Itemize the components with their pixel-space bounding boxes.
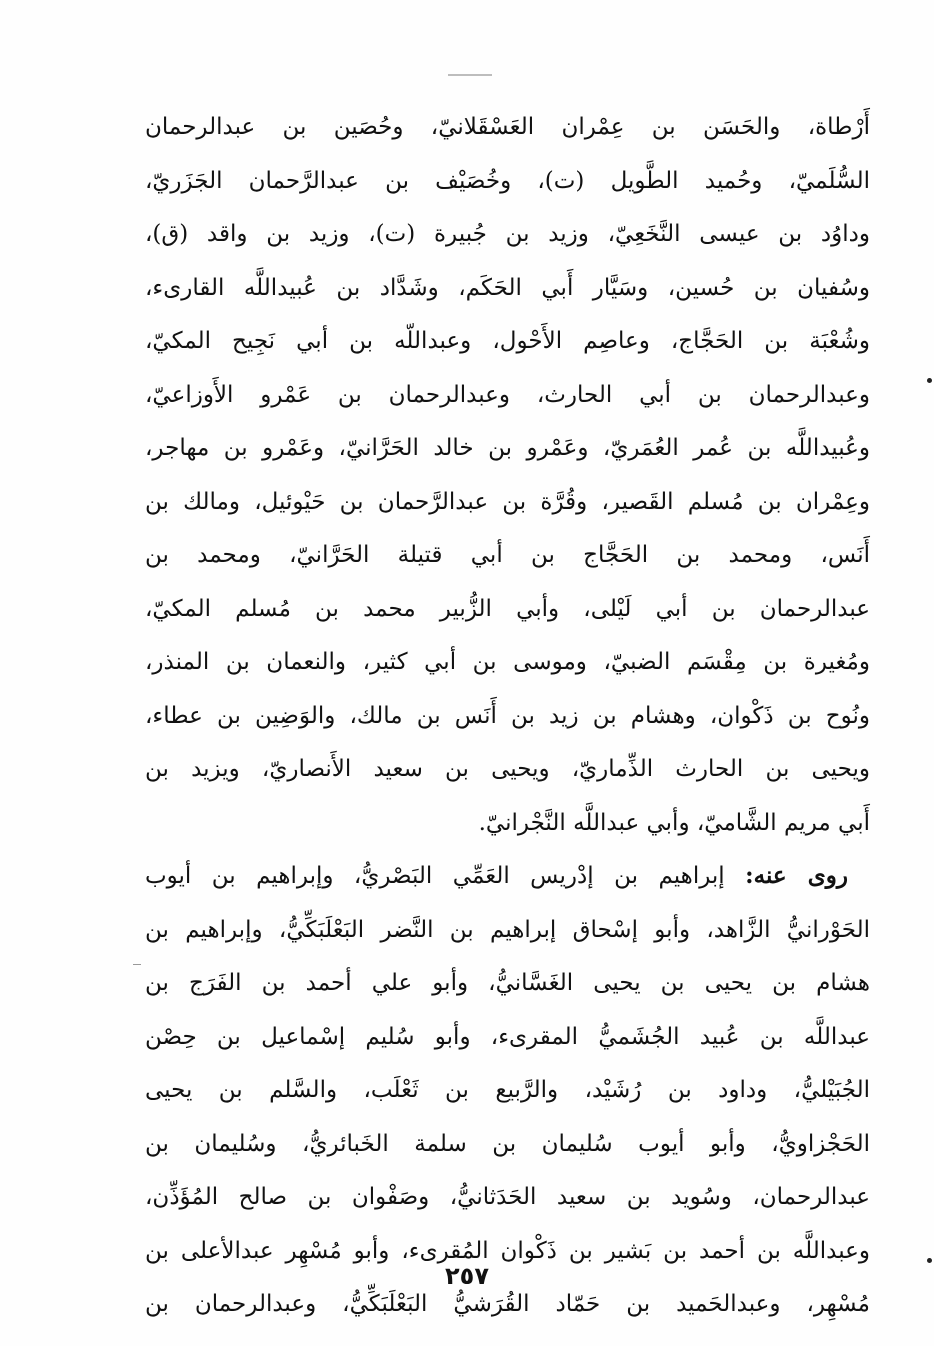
text-line bbox=[145, 861, 870, 915]
text-line: ونُوح بن ذَكْوان، وهشام بن زيد بن أَنَس بن مالك، والوَضِين بن عطاء، bbox=[145, 702, 870, 729]
text-line: عبدالرحمان بن أبي لَيْلى، وأبي الزُّبير محمد بن مُسلم المكيّ، bbox=[145, 595, 870, 622]
text-line: وعُبيداللَّه بن عُمر العُمَريّ، وعَمْرو بن خالد الحَرَّانيّ، وعَمْرو بن مهاجر، bbox=[145, 435, 870, 461]
page-number: ٢٥٧ bbox=[445, 1262, 489, 1290]
text-line: مُسْهِر، وعبدالحَميد بن حَمّاد القُرَشيُّ البَعْلَبَكِّيُّ، وعبدالرحمان بن bbox=[145, 1291, 870, 1317]
margin-mark bbox=[927, 378, 932, 383]
header-rule bbox=[448, 74, 492, 76]
text-line: أَرْطاة، والحَسَن بن عِمْران العَسْقَلانيّ، وحُصَين بن عبدالرحمان bbox=[145, 114, 870, 140]
text-line: وداوُد بن عيسى النَّخَعِيّ، وزيد بن جُبيرة (ت)، وزيد بن واقد (ق)، bbox=[145, 221, 870, 247]
text-span: إبراهيم بن إدْريس العَمِّي البَصْريُّ، وإبراهيم بن أيوب bbox=[145, 863, 725, 889]
section-label: روى عنه: bbox=[745, 862, 848, 889]
text-line: السُّلَميّ، وحُميد الطَّويل (ت)، وخُصَيْف بن عبدالرَّحمان الجَزَريّ، bbox=[145, 167, 870, 194]
text-line: الجُبَيْليُّ، وداود بن رُشَيْد، والرَّبيع بن ثَعْلَب، والسَّلم بن يحيى bbox=[145, 1077, 870, 1103]
text-line: ومُغيرة بن مِقْسَم الضبيّ، وموسى بن أبي كثير، والنعمان بن المنذر، bbox=[145, 649, 870, 675]
page-body bbox=[145, 112, 870, 1343]
text-line: وعبدالرحمان بن أبي الحارث، وعبدالرحمان بن عَمْرو الأَوزاعيّ، bbox=[145, 381, 870, 408]
text-line: أَنَس، ومحمد بن الحَجَّاج بن أبي قتيلة الحَرَّانيّ، ومحمد بن bbox=[145, 542, 870, 568]
margin-tick bbox=[133, 964, 141, 965]
margin-mark bbox=[927, 1258, 932, 1263]
text-line: هشام بن يحيى بن يحيى الغَسَّانيُّ، وأبو علي أحمد بن الفَرَج بن bbox=[145, 970, 870, 996]
text-line: عبدالرحمان، وسُويد بن سعيد الحَدَثانيُّ، وصَفْوان بن صالح المُؤَذِّن، bbox=[145, 1184, 870, 1210]
text-line: الحَوْرانيُّ الزَّاهد، وأبو إسْحاق إبراهيم بن النَّضر البَعْلَبَكِّيُّ، وإبراهيم بن bbox=[145, 916, 870, 943]
text-line: وعبداللَّه بن أحمد بن بَشير بن ذَكْوان المُقرىء، وأبو مُسْهِر عبدالأعلى بن bbox=[145, 1237, 870, 1264]
text-line: عبداللَّه بن عُبيد الجُشَميُّ المقرىء، وأبو سُليم إسْماعيل بن حِصْن bbox=[145, 1023, 870, 1050]
text-line: ويحيى بن الحارث الذِّماريّ، ويحيى بن سعيد الأَنصاريّ، ويزيد بن bbox=[145, 756, 870, 782]
text-line: الحَجْزاويُّ، وأبو أيوب سُليمان بن سلمة الخَبائريُّ، وسُليمان بن bbox=[145, 1130, 870, 1157]
text-line: أَبي مريم الشَّاميّ، وأبي عبداللَّه النَّجْرانيّ. bbox=[478, 809, 870, 836]
text-line: وشُعْبَة بن الحَجَّاج، وعاصِم الأَحْول، وعبداللّه بن أبي نَجِيح المكيّ، bbox=[145, 328, 870, 354]
text-line: وسُفيان بن حُسين، وسَيَّار أَبي الحَكَم، وشَدَّاد بن عُبيداللَّه القارىء، bbox=[145, 274, 870, 301]
paragraph-teachers bbox=[145, 112, 870, 861]
text-line: وعِمْران بن مُسلم القَصير، وقُرَّة بن عبدالرَّحمان بن حَيْوئيل، ومالك بن bbox=[145, 488, 870, 515]
